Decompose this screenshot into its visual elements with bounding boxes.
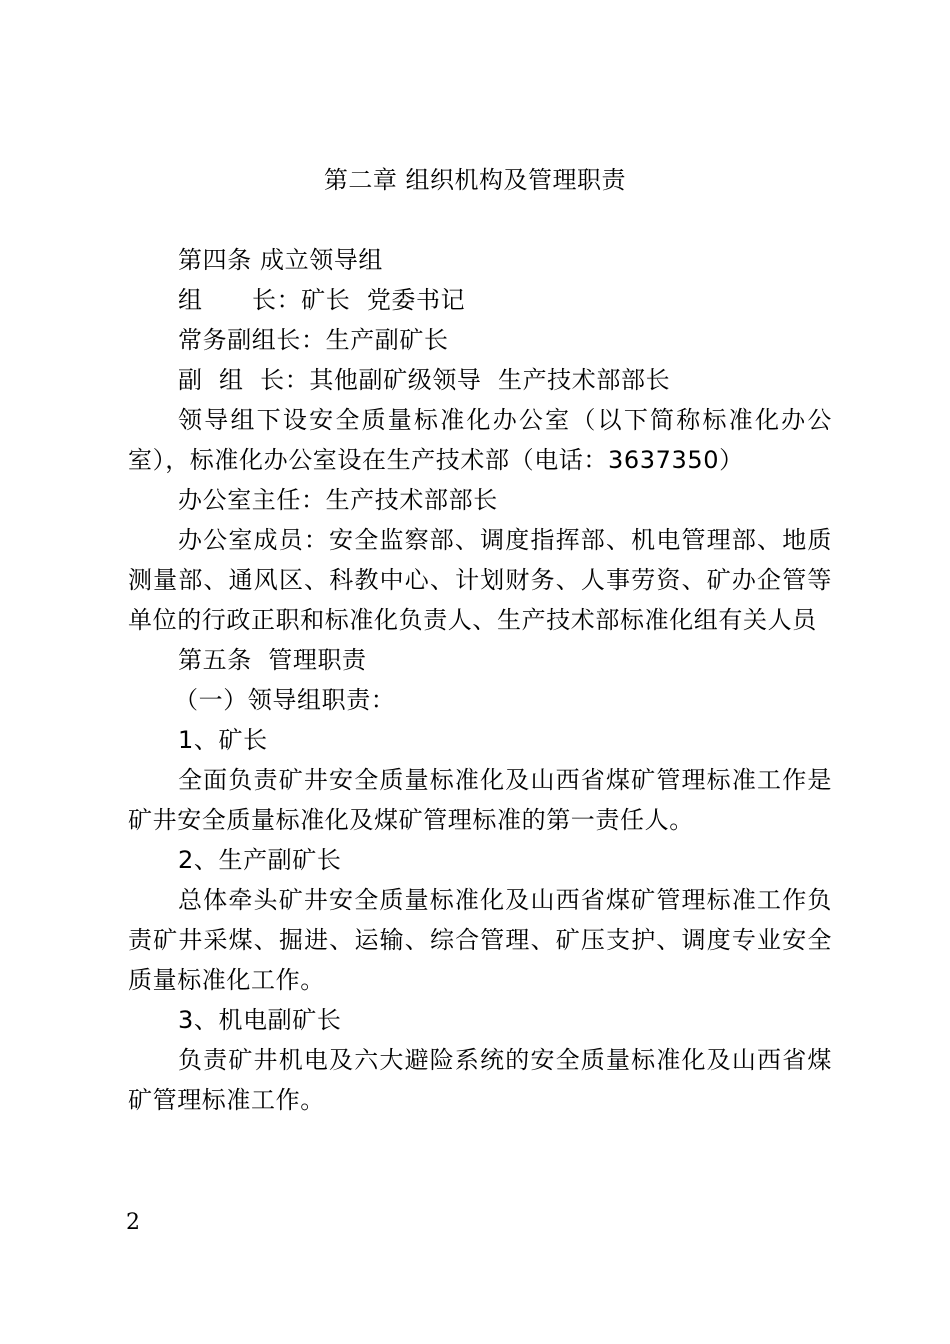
office-setup-paragraph: 领导组下设安全质量标准化办公室（以下简称标准化办公室），标准化办公室设在生产技术部（电话：3637350） [128,406,832,474]
mine-director-duties: 全面负责矿井安全质量标准化及山西省煤矿管理标准工作是矿井安全质量标准化及煤矿管理标准的第一责任人。 [128,766,832,834]
article-5-heading: 第五条 管理职责 [178,646,367,674]
article-4-heading: 第四条 成立领导组 [178,246,384,274]
deputy-leader-line: 副 组 长：其他副矿级领导 生产技术部部长 [178,366,671,394]
leader-line: 组 长：矿长 党委书记 [178,286,466,314]
electromechanical-deputy-duties: 负责矿井机电及六大避险系统的安全质量标准化及山西省煤矿管理标准工作。 [128,1046,832,1114]
chapter-title: 第二章 组织机构及管理职责 [323,166,627,194]
office-director-line: 办公室主任：生产技术部部长 [178,486,498,514]
electromechanical-deputy-heading: 3、机电副矿长 [178,1006,342,1034]
office-members-paragraph: 办公室成员：安全监察部、调度指挥部、机电管理部、地质测量部、通风区、科教中心、计划财务、人事劳资、矿办企管等单位的行政正职和标准化负责人、生产技术部标准化组有关人员 [128,526,832,634]
leadership-duties-heading: （一）领导组职责： [174,686,396,714]
production-deputy-heading: 2、生产副矿长 [178,846,342,874]
mine-director-heading: 1、矿长 [178,726,268,754]
page-number: 2 [126,1210,140,1235]
executive-deputy-leader-line: 常务副组长：生产副矿长 [178,326,449,354]
production-deputy-duties: 总体牵头矿井安全质量标准化及山西省煤矿管理标准工作负责矿井采煤、掘进、运输、综合管理、矿压支护、调度专业安全质量标准化工作。 [128,886,832,994]
document-body [128,240,832,1120]
